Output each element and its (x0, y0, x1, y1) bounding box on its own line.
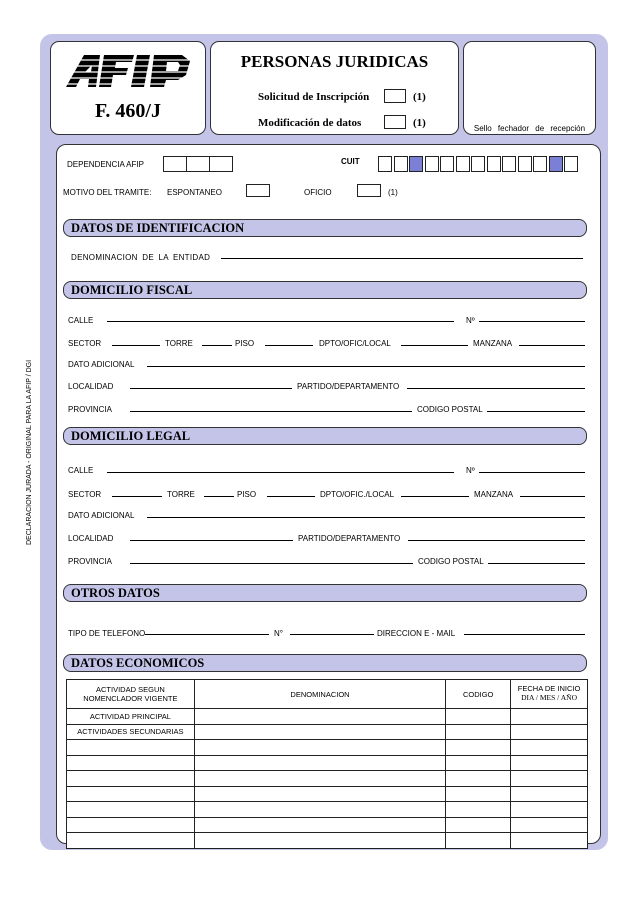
legal-provincia-label: PROVINCIA (68, 557, 113, 566)
legal-cp-label: CODIGO POSTAL (418, 557, 484, 566)
table-cell[interactable] (446, 802, 511, 818)
table-row (67, 740, 588, 756)
table-row (67, 817, 588, 833)
stamp-label: Sello fechador de recepción (473, 124, 586, 133)
fiscal-cp-label: CODIGO POSTAL (417, 405, 483, 414)
cuit-cell[interactable] (487, 156, 501, 172)
espontaneo-checkbox[interactable] (246, 184, 270, 197)
fiscal-numero-label: Nº (466, 316, 475, 325)
legal-partido-input[interactable] (408, 540, 585, 541)
telefono-label: TIPO DE TELEFONO (68, 629, 146, 638)
table-cell[interactable] (511, 724, 588, 740)
fiscal-manzana-label: MANZANA (473, 339, 513, 348)
sidebar-legend: DECLARACION JURADA - ORIGINAL PARA LA AFIP / DGI (26, 359, 33, 545)
table-row (67, 755, 588, 771)
legal-piso-label: PISO (237, 490, 257, 499)
table-cell[interactable] (511, 709, 588, 725)
modificacion-note: (1) (413, 117, 426, 129)
fiscal-manzana-input[interactable] (519, 345, 585, 346)
cuit-separator-cell (549, 156, 563, 172)
legal-localidad-label: LOCALIDAD (68, 534, 114, 543)
fiscal-piso-label: PISO (235, 339, 255, 348)
denominacion-label: DENOMINACION DE LA ENTIDAD (71, 253, 211, 262)
dependencia-cell-3[interactable] (209, 156, 233, 172)
table-cell[interactable] (446, 709, 511, 725)
fiscal-dato-label: DATO ADICIONAL (68, 360, 135, 369)
legal-partido-label: PARTIDO/DEPARTAMENTO (298, 534, 401, 543)
fiscal-calle-label: CALLE (68, 316, 94, 325)
fiscal-dpto-input[interactable] (401, 345, 468, 346)
legal-dato-input[interactable] (147, 517, 585, 518)
legal-cp-input[interactable] (488, 563, 585, 564)
fiscal-cp-input[interactable] (487, 411, 585, 412)
cuit-cell[interactable] (564, 156, 578, 172)
table-cell[interactable] (446, 833, 511, 849)
modificacion-label: Modificación de datos (258, 117, 362, 129)
page-title: PERSONAS JURIDICAS (240, 52, 429, 71)
col-actividad: ACTIVIDAD SEGUN NOMENCLADOR VIGENTE (67, 680, 195, 709)
actividades-table (66, 679, 588, 849)
stamp-box (463, 41, 596, 135)
cuit-cell[interactable] (440, 156, 454, 172)
afip-logo (64, 53, 194, 89)
denominacion-input[interactable] (221, 258, 583, 259)
legal-piso-input[interactable] (267, 496, 315, 497)
form-number: F. 460/J (95, 100, 161, 122)
table-cell[interactable] (446, 771, 511, 787)
fiscal-localidad-label: LOCALIDAD (68, 382, 114, 391)
table-cell[interactable] (511, 755, 588, 771)
table-cell[interactable] (511, 833, 588, 849)
col-fecha-label: FECHA DE INICIO (517, 684, 581, 694)
table-cell[interactable] (67, 740, 195, 756)
legal-numero-input[interactable] (479, 472, 585, 473)
legal-calle-label: CALLE (68, 466, 94, 475)
legal-sector-input[interactable] (112, 496, 162, 497)
table-row (67, 771, 588, 787)
table-cell[interactable] (511, 786, 588, 802)
email-input[interactable] (464, 634, 585, 635)
col-codigo: CODIGO (446, 680, 511, 709)
col-fecha (511, 680, 588, 709)
table-cell[interactable] (67, 755, 195, 771)
table-cell[interactable] (67, 771, 195, 787)
row-secundarias-label: ACTIVIDADES SECUNDARIAS (67, 724, 195, 740)
table-row (67, 786, 588, 802)
fiscal-localidad-input[interactable] (130, 388, 292, 389)
table-cell[interactable] (446, 817, 511, 833)
cuit-cell[interactable] (394, 156, 408, 172)
table-header-row (67, 680, 588, 709)
telefono-numero-input[interactable] (290, 634, 374, 635)
modificacion-checkbox[interactable] (384, 115, 406, 129)
legal-calle-input[interactable] (107, 472, 454, 473)
section-domicilio-fiscal: DOMICILIO FISCAL (63, 281, 587, 299)
telefono-numero-label: N° (274, 629, 283, 638)
fiscal-piso-input[interactable] (265, 345, 313, 346)
oficio-note: (1) (388, 188, 398, 197)
table-cell[interactable] (194, 724, 445, 740)
section-datos-economicos: DATOS ECONOMICOS (63, 654, 587, 672)
table-row (67, 724, 588, 740)
table-cell[interactable] (511, 771, 588, 787)
fiscal-calle-input[interactable] (107, 321, 454, 322)
legal-sector-label: SECTOR (68, 490, 102, 499)
legal-torre-label: TORRE (167, 490, 195, 499)
espontaneo-label: ESPONTANEO (167, 188, 222, 197)
solicitud-note: (1) (413, 91, 426, 103)
cuit-label: CUIT (341, 157, 360, 166)
cuit-cell[interactable] (425, 156, 439, 172)
legal-localidad-input[interactable] (130, 540, 293, 541)
cuit-cell[interactable] (378, 156, 392, 172)
fiscal-torre-label: TORRE (165, 339, 193, 348)
fiscal-partido-label: PARTIDO/DEPARTAMENTO (297, 382, 400, 391)
dependencia-cell-1[interactable] (163, 156, 187, 172)
dependencia-label: DEPENDENCIA AFIP (67, 160, 144, 169)
legal-provincia-input[interactable] (130, 563, 413, 564)
section-otros-datos: OTROS DATOS (63, 584, 587, 602)
cuit-cell[interactable] (456, 156, 470, 172)
table-cell[interactable] (511, 802, 588, 818)
solicitud-label: Solicitud de Inscripción (258, 91, 370, 103)
solicitud-checkbox[interactable] (384, 89, 406, 103)
table-row (67, 802, 588, 818)
legal-dpto-label: DPTO/OFIC./LOCAL (320, 490, 395, 499)
fiscal-provincia-input[interactable] (130, 411, 412, 412)
table-cell[interactable] (194, 740, 445, 756)
legal-numero-label: Nº (466, 466, 475, 475)
legal-dato-label: DATO ADICIONAL (68, 511, 135, 520)
table-cell[interactable] (67, 802, 195, 818)
section-domicilio-legal: DOMICILIO LEGAL (63, 427, 587, 445)
table-cell[interactable] (194, 755, 445, 771)
motivo-label: MOTIVO DEL TRAMITE: (63, 188, 152, 197)
col-fecha-sub: DIA / MES / AÑO (521, 693, 577, 702)
oficio-label: OFICIO (304, 188, 332, 197)
fiscal-provincia-label: PROVINCIA (68, 405, 113, 414)
fiscal-numero-input[interactable] (479, 321, 585, 322)
table-cell[interactable] (446, 724, 511, 740)
cuit-cell[interactable] (502, 156, 516, 172)
fiscal-partido-input[interactable] (407, 388, 585, 389)
row-principal-label: ACTIVIDAD PRINCIPAL (67, 709, 195, 725)
table-cell[interactable] (194, 817, 445, 833)
section-identificacion: DATOS DE IDENTIFICACION (63, 219, 587, 237)
legal-dpto-input[interactable] (401, 496, 469, 497)
legal-manzana-label: MANZANA (474, 490, 514, 499)
table-cell[interactable] (446, 740, 511, 756)
table-cell[interactable] (511, 817, 588, 833)
table-row (67, 709, 588, 725)
fiscal-sector-label: SECTOR (68, 339, 102, 348)
dependencia-cell-2[interactable] (186, 156, 210, 172)
fiscal-sector-input[interactable] (112, 345, 160, 346)
col-denominacion: DENOMINACION (194, 680, 445, 709)
table-cell[interactable] (67, 786, 195, 802)
fiscal-torre-input[interactable] (202, 345, 232, 346)
table-cell[interactable] (67, 817, 195, 833)
fiscal-dpto-label: DPTO/OFIC/LOCAL (319, 339, 391, 348)
cuit-cell[interactable] (518, 156, 532, 172)
table-cell[interactable] (194, 786, 445, 802)
table-cell[interactable] (511, 740, 588, 756)
fiscal-dato-input[interactable] (147, 366, 585, 367)
cuit-cell[interactable] (471, 156, 485, 172)
table-cell[interactable] (194, 771, 445, 787)
table-cell[interactable] (67, 833, 195, 849)
cuit-separator-cell (409, 156, 423, 172)
oficio-checkbox[interactable] (357, 184, 381, 197)
legal-manzana-input[interactable] (520, 496, 585, 497)
legal-torre-input[interactable] (204, 496, 234, 497)
table-row (67, 833, 588, 849)
table-cell[interactable] (194, 709, 445, 725)
table-cell[interactable] (194, 802, 445, 818)
cuit-cell[interactable] (533, 156, 547, 172)
email-label: DIRECCION E - MAIL (377, 629, 456, 638)
telefono-input[interactable] (145, 634, 269, 635)
table-cell[interactable] (446, 786, 511, 802)
table-cell[interactable] (446, 755, 511, 771)
table-cell[interactable] (194, 833, 445, 849)
